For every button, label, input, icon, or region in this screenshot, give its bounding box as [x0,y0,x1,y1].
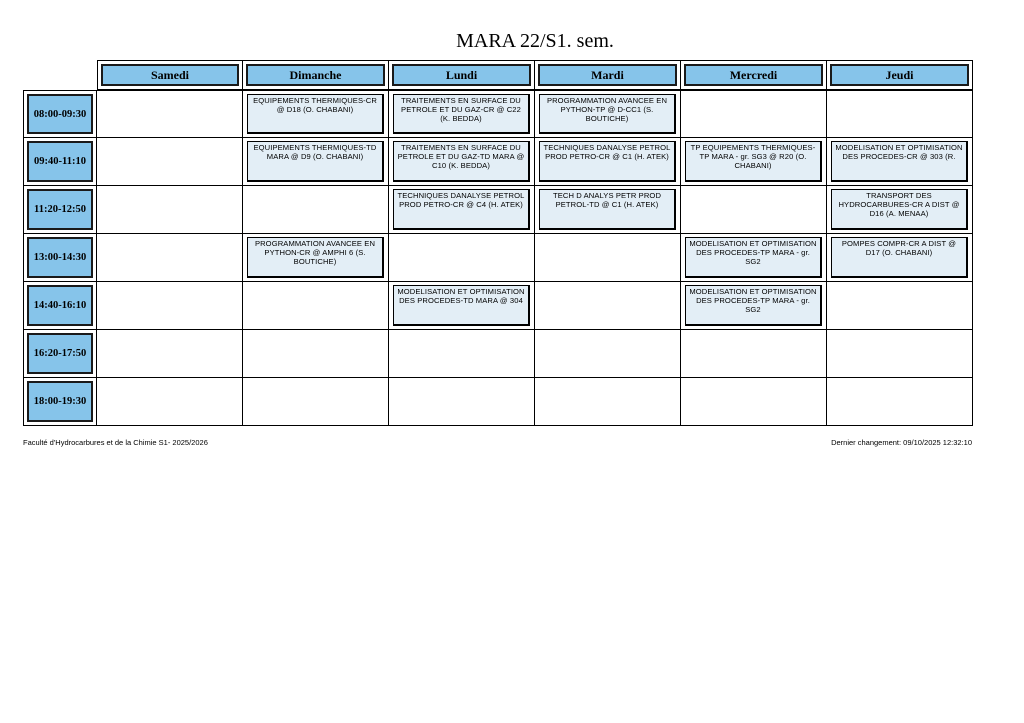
course-block[interactable]: TECHNIQUES DANALYSE PETROL PROD PETRO-CR @ C4 (H. ATEK) [393,189,530,230]
day-header-3 [535,60,681,90]
schedule-slot [535,378,681,426]
course-block[interactable]: EQUIPEMENTS THERMIQUES-TD MARA @ D9 (O. CHABANI) [247,141,384,182]
schedule-slot [827,330,973,378]
course-block[interactable]: TECHNIQUES DANALYSE PETROL PROD PETRO-CR @ C1 (H. ATEK) [539,141,676,182]
course-block[interactable]: EQUIPEMENTS THERMIQUES-CR @ D18 (O. CHABANI) [247,94,384,134]
time-slot-1 [23,138,97,186]
schedule-slot [535,138,681,186]
course-block[interactable]: TP EQUIPEMENTS THERMIQUES-TP MARA - gr. SG3 @ R20 (O. CHABANI) [685,141,822,182]
time-slot-5 [23,330,97,378]
time-slot-label: 08:00-09:30 [27,94,93,134]
course-block[interactable]: PROGRAMMATION AVANCEE EN PYTHON-CR @ AMPHI 6 (S. BOUTICHE) [247,237,384,278]
schedule-slot [681,234,827,282]
day-header-label: Mardi [538,64,677,86]
course-block[interactable]: MODELISATION ET OPTIMISATION DES PROCEDES-TP MARA - gr. SG2 [685,237,822,278]
time-slot-label: 09:40-11:10 [27,141,93,182]
schedule-slot [243,282,389,330]
time-slot-6 [23,378,97,426]
schedule-slot [535,282,681,330]
schedule-slot [97,282,243,330]
schedule-slot [243,186,389,234]
day-header-label: Jeudi [830,64,969,86]
course-block[interactable]: MODELISATION ET OPTIMISATION DES PROCEDES-TD MARA @ 304 [393,285,530,326]
schedule-slot [535,330,681,378]
time-slot-label: 13:00-14:30 [27,237,93,278]
grid-corner [23,60,97,90]
day-header-label: Samedi [101,64,239,86]
schedule-slot [243,138,389,186]
time-slot-label: 14:40-16:10 [27,285,93,326]
course-block[interactable]: MODELISATION ET OPTIMISATION DES PROCEDES-CR @ 303 (R. [831,141,968,182]
course-block[interactable]: TRAITEMENTS EN SURFACE DU PETROLE ET DU GAZ-CR @ C22 (K. BEDDA) [393,94,530,134]
timetable-grid [23,60,973,426]
schedule-slot [97,378,243,426]
time-slot-label: 11:20-12:50 [27,189,93,230]
time-slot-label: 18:00-19:30 [27,381,93,422]
time-slot-2 [23,186,97,234]
schedule-slot [389,378,535,426]
time-slot-0 [23,90,97,138]
schedule-slot [827,186,973,234]
schedule-slot [681,186,827,234]
day-header-label: Lundi [392,64,531,86]
schedule-slot [681,90,827,138]
schedule-slot [389,186,535,234]
page-title: MARA 22/S1. sem. [456,30,614,52]
schedule-slot [681,282,827,330]
schedule-slot [681,378,827,426]
time-slot-3 [23,234,97,282]
schedule-slot [681,138,827,186]
schedule-slot [97,186,243,234]
course-block[interactable]: TRAITEMENTS EN SURFACE DU PETROLE ET DU GAZ-TD MARA @ C10 (K. BEDDA) [393,141,530,182]
day-header-1 [243,60,389,90]
course-block[interactable]: PROGRAMMATION AVANCEE EN PYTHON-TP @ D-CC1 (S. BOUTICHE) [539,94,676,134]
day-header-label: Mercredi [684,64,823,86]
day-header-label: Dimanche [246,64,385,86]
day-header-0 [97,60,243,90]
footer-last-change: Dernier changement: 09/10/2025 12:32:10 [831,438,972,447]
schedule-slot [827,138,973,186]
course-block[interactable]: TRANSPORT DES HYDROCARBURES-CR A DIST @ D16 (A. MENAA) [831,189,968,230]
schedule-slot [243,234,389,282]
day-header-5 [827,60,973,90]
schedule-slot [535,186,681,234]
time-slot-4 [23,282,97,330]
schedule-slot [97,234,243,282]
schedule-slot [827,234,973,282]
schedule-slot [535,90,681,138]
time-slot-label: 16:20-17:50 [27,333,93,374]
day-header-4 [681,60,827,90]
schedule-slot [389,138,535,186]
schedule-slot [827,378,973,426]
course-block[interactable]: MODELISATION ET OPTIMISATION DES PROCEDES-TP MARA - gr. SG2 [685,285,822,326]
schedule-slot [535,234,681,282]
schedule-slot [827,282,973,330]
schedule-slot [389,234,535,282]
footer-institution: Faculté d'Hydrocarbures et de la Chimie S1- 2025/2026 [23,438,208,447]
schedule-slot [389,282,535,330]
schedule-slot [97,330,243,378]
schedule-slot [97,138,243,186]
schedule-slot [243,90,389,138]
schedule-slot [827,90,973,138]
schedule-slot [243,330,389,378]
schedule-slot [389,90,535,138]
schedule-slot [389,330,535,378]
course-block[interactable]: TECH D ANALYS PETR PROD PETROL-TD @ C1 (H. ATEK) [539,189,676,230]
schedule-slot [97,90,243,138]
schedule-slot [243,378,389,426]
schedule-slot [681,330,827,378]
day-header-2 [389,60,535,90]
course-block[interactable]: POMPES COMPR-CR A DIST @ D17 (O. CHABANI) [831,237,968,278]
